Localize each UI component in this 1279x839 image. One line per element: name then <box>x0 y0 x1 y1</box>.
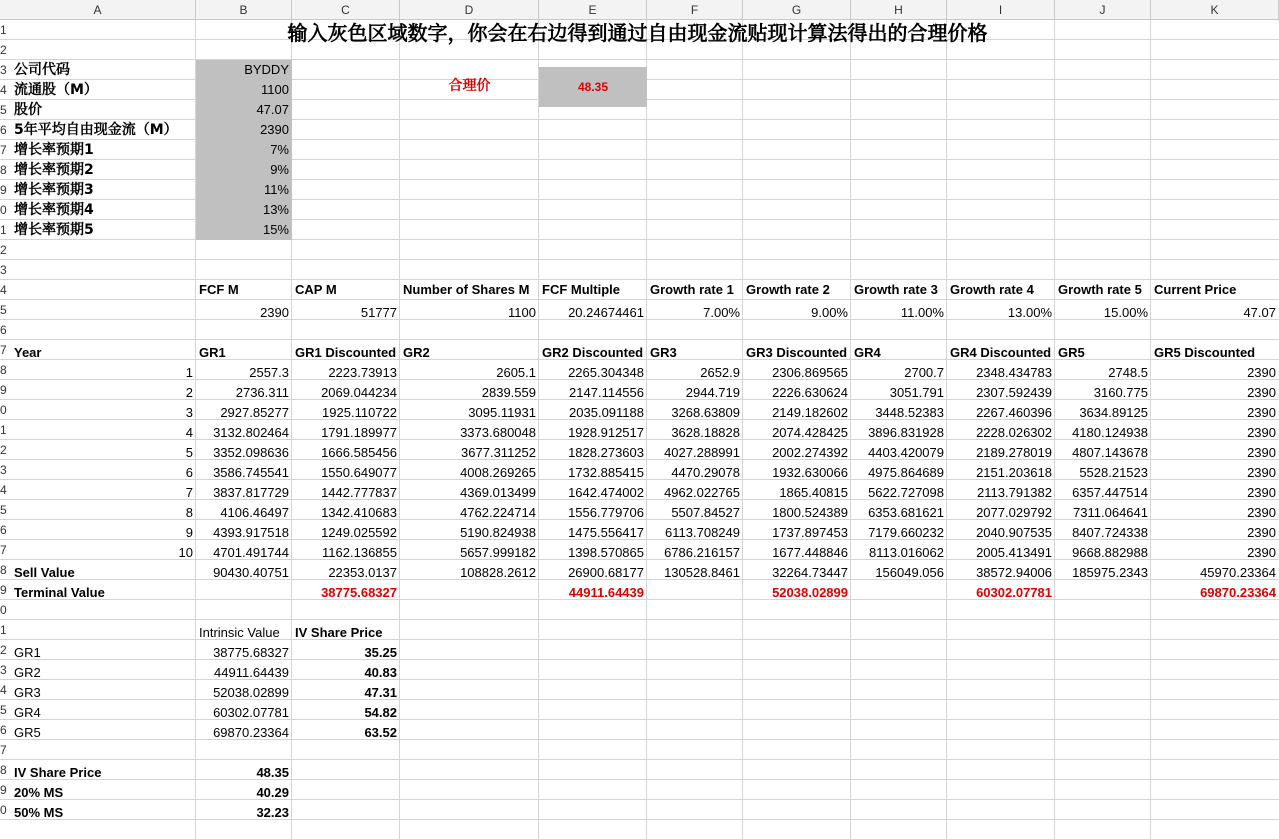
terminal-value-cell[interactable] <box>851 583 947 603</box>
table-cell[interactable]: 3 <box>185 405 193 420</box>
sell-value-cell[interactable]: 22353.0137 <box>328 565 397 580</box>
table-cell[interactable]: 2927.85277 <box>220 405 289 420</box>
table-cell[interactable]: 6357.447514 <box>1072 485 1148 500</box>
intrinsic-value-header: Intrinsic Value <box>199 625 280 640</box>
table-cell[interactable]: 2113.791382 <box>977 485 1052 500</box>
input-value-cell[interactable]: 9% <box>196 160 292 180</box>
summary-value[interactable]: 1100 <box>508 305 536 320</box>
row-header[interactable]: 0 <box>0 603 7 617</box>
table-cell[interactable]: 2348.434783 <box>976 365 1052 380</box>
sell-value-cell[interactable]: 45970.23364 <box>1200 565 1276 580</box>
row-header[interactable]: 9 <box>0 383 7 397</box>
table-cell[interactable]: 2306.869565 <box>772 365 848 380</box>
summary-header: Number of Shares M <box>403 282 530 297</box>
table-cell[interactable]: 3677.311252 <box>461 445 536 460</box>
row-header[interactable]: 4 <box>0 683 7 697</box>
row-header[interactable]: 5 <box>0 503 7 517</box>
table-cell[interactable]: 1925.110722 <box>322 405 397 420</box>
iv-share-price-header: IV Share Price <box>295 625 383 640</box>
summary-header: Growth rate 1 <box>650 282 734 297</box>
intrinsic-value-cell[interactable]: 60302.07781 <box>213 705 289 720</box>
table-cell[interactable]: 4807.143678 <box>1072 445 1148 460</box>
table-cell[interactable]: 1791.189977 <box>321 425 397 440</box>
table-cell[interactable]: 2652.9 <box>700 365 740 380</box>
row-header[interactable]: 9 <box>0 183 7 197</box>
sell-value-cell[interactable]: 38572.94006 <box>976 565 1052 580</box>
grid-hline <box>0 259 1279 260</box>
table-header: GR3 Discounted <box>746 345 848 360</box>
input-value-cell[interactable]: 11% <box>196 180 292 200</box>
row-header[interactable]: 1 <box>0 423 7 437</box>
row-header[interactable]: 5 <box>0 103 7 117</box>
row-header[interactable]: 0 <box>0 203 7 217</box>
row-header[interactable]: 8 <box>0 563 7 577</box>
table-cell[interactable]: 2390 <box>1247 445 1276 460</box>
table-cell[interactable]: 2748.5 <box>1108 365 1148 380</box>
table-cell[interactable]: 6 <box>185 465 193 480</box>
table-cell[interactable]: 2265.304348 <box>568 365 644 380</box>
page-title: 输入灰色区域数字，你会在右边得到通过自由现金流贴现计算法得出的合理价格 <box>287 21 988 45</box>
table-cell[interactable]: 2390 <box>1247 525 1276 540</box>
summary-value[interactable]: 9.00% <box>811 305 848 320</box>
input-value-cell[interactable]: 1100 <box>196 80 292 100</box>
table-header: GR4 <box>854 345 881 360</box>
terminal-value-cell[interactable] <box>196 583 292 603</box>
table-cell[interactable]: 2223.73913 <box>328 365 397 380</box>
table-cell[interactable]: 5507.84527 <box>671 505 740 520</box>
row-header[interactable]: 8 <box>0 163 7 177</box>
table-cell[interactable]: 3448.52383 <box>875 405 944 420</box>
row-header[interactable]: 3 <box>0 663 7 677</box>
table-cell[interactable]: 5190.824938 <box>460 525 536 540</box>
table-cell[interactable]: 3051.791 <box>889 385 944 400</box>
table-cell[interactable]: 2390 <box>1247 485 1276 500</box>
table-header: GR5 Discounted <box>1154 345 1256 360</box>
table-cell[interactable]: 1800.524389 <box>772 505 848 520</box>
table-cell[interactable]: 1398.570865 <box>568 545 644 560</box>
table-cell[interactable]: 2149.182602 <box>772 405 848 420</box>
column-header-c[interactable]: C <box>292 0 400 20</box>
intrinsic-row-label: GR5 <box>14 725 41 740</box>
row-header[interactable]: 4 <box>0 283 7 297</box>
table-cell[interactable]: 4470.29078 <box>671 465 740 480</box>
table-cell[interactable]: 2189.278019 <box>976 445 1052 460</box>
row-header[interactable]: 7 <box>0 743 7 757</box>
table-cell[interactable]: 1442.777837 <box>321 485 397 500</box>
final-label: IV Share Price <box>14 765 102 780</box>
sell-value-cell[interactable]: 156049.056 <box>875 565 944 580</box>
column-header-i[interactable]: I <box>947 0 1055 20</box>
column-header-h[interactable]: H <box>851 0 947 20</box>
summary-value[interactable]: 13.00% <box>1007 305 1052 320</box>
intrinsic-value-cell[interactable]: 44911.64439 <box>214 665 289 680</box>
table-cell[interactable]: 4369.013499 <box>460 485 536 500</box>
table-cell[interactable]: 1865.40815 <box>779 485 848 500</box>
terminal-value-cell[interactable]: 60302.07781 <box>976 585 1052 600</box>
table-cell[interactable]: 1475.556417 <box>568 525 644 540</box>
input-label: 股价 <box>14 102 42 118</box>
table-cell[interactable]: 3628.18828 <box>671 425 740 440</box>
table-cell[interactable]: 10 <box>178 545 193 560</box>
input-label: 流通股（M） <box>14 82 98 98</box>
input-value-cell[interactable]: 13% <box>196 200 292 220</box>
row-header[interactable]: 3 <box>0 63 7 77</box>
table-header: GR3 <box>650 345 677 360</box>
table-cell[interactable]: 4 <box>185 425 193 440</box>
row-header[interactable]: 4 <box>0 83 7 97</box>
table-cell[interactable]: 1732.885415 <box>568 465 644 480</box>
final-value[interactable]: 40.29 <box>256 785 289 800</box>
table-cell[interactable]: 2074.428425 <box>772 425 848 440</box>
terminal-value-cell[interactable] <box>400 583 539 603</box>
intrinsic-value-cell[interactable]: 69870.23364 <box>213 725 289 740</box>
table-cell[interactable]: 1666.585456 <box>321 445 397 460</box>
table-cell[interactable]: 6353.681621 <box>868 505 944 520</box>
intrinsic-row-label: GR3 <box>14 685 41 700</box>
intrinsic-value-cell[interactable]: 38775.68327 <box>213 645 289 660</box>
row-header[interactable]: 9 <box>0 583 7 597</box>
row-header[interactable]: 3 <box>0 263 7 277</box>
table-cell[interactable]: 1556.779706 <box>568 505 644 520</box>
iv-share-price-cell[interactable]: 54.82 <box>364 705 397 720</box>
column-header-k[interactable]: K <box>1151 0 1279 20</box>
table-cell[interactable]: 2736.311 <box>235 385 289 400</box>
table-cell[interactable]: 2390 <box>1247 465 1276 480</box>
table-cell[interactable]: 3634.89125 <box>1079 405 1148 420</box>
table-cell[interactable]: 3352.098636 <box>213 445 289 460</box>
table-cell[interactable]: 3837.817729 <box>213 485 289 500</box>
table-cell[interactable]: 1162.136855 <box>322 545 397 560</box>
terminal-value-cell[interactable] <box>647 583 743 603</box>
table-cell[interactable]: 1677.448846 <box>772 545 848 560</box>
row-header[interactable]: 3 <box>0 463 7 477</box>
table-cell[interactable]: 2147.114556 <box>569 385 644 400</box>
table-cell[interactable]: 3132.802464 <box>213 425 289 440</box>
grid-hline <box>0 339 1279 340</box>
row-header[interactable]: 6 <box>0 523 7 537</box>
input-label: 增长率预期2 <box>14 162 94 178</box>
row-header[interactable]: 6 <box>0 323 7 337</box>
table-cell[interactable]: 2944.719 <box>685 385 740 400</box>
column-header-b[interactable]: B <box>196 0 292 20</box>
table-cell[interactable]: 4008.269265 <box>460 465 536 480</box>
summary-value[interactable]: 11.00% <box>900 305 944 320</box>
final-label: 50% MS <box>14 805 64 820</box>
row-header[interactable]: 6 <box>0 723 7 737</box>
table-cell[interactable]: 2267.460396 <box>976 405 1052 420</box>
table-cell[interactable]: 1928.912517 <box>568 425 644 440</box>
table-cell[interactable]: 2035.091188 <box>569 405 644 420</box>
summary-header: Growth rate 5 <box>1058 282 1142 297</box>
table-cell[interactable]: 2226.630624 <box>772 385 848 400</box>
table-cell[interactable]: 5528.21523 <box>1079 465 1148 480</box>
summary-value[interactable]: 2390 <box>260 305 289 320</box>
table-cell[interactable]: 3373.680048 <box>460 425 536 440</box>
grid-hline <box>0 759 1279 760</box>
table-cell[interactable]: 4762.224714 <box>460 505 536 520</box>
row-header[interactable]: 1 <box>0 23 7 37</box>
table-cell[interactable]: 2390 <box>1247 385 1276 400</box>
table-cell[interactable]: 4701.491744 <box>213 545 289 560</box>
row-header[interactable]: 6 <box>0 123 7 137</box>
summary-header: Growth rate 4 <box>950 282 1034 297</box>
table-header: GR2 <box>403 345 430 360</box>
table-header: GR2 Discounted <box>542 345 644 360</box>
table-cell[interactable]: 1642.474002 <box>568 485 644 500</box>
input-value-cell[interactable]: 7% <box>196 140 292 160</box>
summary-value[interactable]: 15.00% <box>1103 305 1148 320</box>
table-cell[interactable]: 2839.559 <box>481 385 536 400</box>
table-cell[interactable]: 4962.022765 <box>664 485 740 500</box>
fair-price-value[interactable]: 48.35 <box>539 67 647 107</box>
summary-header: Current Price <box>1154 282 1237 297</box>
table-header: GR5 <box>1058 345 1085 360</box>
summary-value[interactable]: 47.07 <box>1243 305 1276 320</box>
terminal-value-cell[interactable]: 69870.23364 <box>1200 585 1276 600</box>
grid-hline <box>0 619 1279 620</box>
table-cell[interactable]: 6786.216157 <box>664 545 740 560</box>
input-label: 增长率预期3 <box>14 182 94 198</box>
table-cell[interactable]: 2390 <box>1247 545 1276 560</box>
table-cell[interactable]: 9 <box>185 525 193 540</box>
table-cell[interactable]: 2005.413491 <box>976 545 1052 560</box>
final-value[interactable]: 48.35 <box>256 765 289 780</box>
column-header-j[interactable]: J <box>1055 0 1151 20</box>
input-label: 增长率预期1 <box>14 142 94 158</box>
table-cell[interactable]: 2069.044234 <box>321 385 397 400</box>
row-header[interactable]: 0 <box>0 403 7 417</box>
column-header-f[interactable]: F <box>647 0 743 20</box>
column-header-g[interactable]: G <box>743 0 851 20</box>
summary-header: FCF Multiple <box>542 282 620 297</box>
summary-header: Growth rate 3 <box>854 282 938 297</box>
table-cell[interactable]: 7179.660232 <box>868 525 944 540</box>
column-header-e[interactable]: E <box>539 0 647 20</box>
row-header[interactable]: 1 <box>0 623 7 637</box>
table-cell[interactable]: 1828.273603 <box>568 445 644 460</box>
table-cell[interactable]: 4393.917518 <box>213 525 289 540</box>
table-header: GR1 Discounted <box>295 345 397 360</box>
table-header: GR4 Discounted <box>950 345 1052 360</box>
summary-header: CAP M <box>295 282 337 297</box>
table-cell[interactable]: 1342.410683 <box>321 505 397 520</box>
table-cell[interactable]: 2228.026302 <box>976 425 1052 440</box>
table-cell[interactable]: 2002.274392 <box>772 445 848 460</box>
table-cell[interactable]: 3268.63809 <box>671 405 740 420</box>
table-cell[interactable]: 2390 <box>1247 365 1276 380</box>
row-header[interactable]: 5 <box>0 303 7 317</box>
terminal-value-label: Terminal Value <box>14 585 105 600</box>
table-cell[interactable]: 2307.592439 <box>976 385 1052 400</box>
table-cell[interactable]: 2040.907535 <box>976 525 1052 540</box>
table-cell[interactable]: 2605.1 <box>496 365 536 380</box>
table-cell[interactable]: 4975.864689 <box>868 465 944 480</box>
row-header[interactable]: 7 <box>0 143 7 157</box>
terminal-value-cell[interactable] <box>1055 583 1151 603</box>
iv-share-price-cell[interactable]: 40.83 <box>364 665 397 680</box>
input-value-cell[interactable]: BYDDY <box>196 60 292 80</box>
table-cell[interactable]: 1932.630066 <box>772 465 848 480</box>
table-cell[interactable]: 5657.999182 <box>460 545 536 560</box>
row-header[interactable]: 2 <box>0 243 7 257</box>
intrinsic-row-label: GR1 <box>14 645 41 660</box>
intrinsic-row-label: GR4 <box>14 705 41 720</box>
final-value[interactable]: 32.23 <box>256 805 289 820</box>
input-label: 增长率预期5 <box>14 222 94 238</box>
row-header[interactable]: 5 <box>0 703 7 717</box>
table-cell[interactable]: 2390 <box>1247 505 1276 520</box>
row-header[interactable]: 2 <box>0 643 7 657</box>
terminal-value-cell[interactable]: 44911.64439 <box>568 585 644 600</box>
sell-value-cell[interactable]: 32264.73447 <box>772 565 848 580</box>
table-cell[interactable]: 4180.124938 <box>1072 425 1148 440</box>
sell-value-cell[interactable]: 130528.8461 <box>664 565 740 580</box>
row-header[interactable]: 8 <box>0 763 7 777</box>
input-label: 增长率预期4 <box>14 202 94 218</box>
column-header-a[interactable]: A <box>0 0 196 20</box>
column-header-d[interactable]: D <box>400 0 539 20</box>
input-value-cell[interactable]: 47.07 <box>196 100 292 120</box>
summary-value[interactable]: 7.00% <box>703 305 740 320</box>
fair-price-label: 合理价 <box>448 78 491 94</box>
table-cell[interactable]: 2557.3 <box>249 365 289 380</box>
table-cell[interactable]: 6113.708249 <box>665 525 740 540</box>
table-cell[interactable]: 4106.46497 <box>220 505 289 520</box>
row-header[interactable]: 4 <box>0 483 7 497</box>
iv-share-price-cell[interactable]: 63.52 <box>364 725 397 740</box>
sell-value-cell[interactable]: 185975.2343 <box>1072 565 1148 580</box>
table-header: Year <box>14 345 42 360</box>
table-cell[interactable]: 1 <box>185 365 193 380</box>
table-cell[interactable]: 8407.724338 <box>1072 525 1148 540</box>
table-cell[interactable]: 2 <box>185 385 193 400</box>
input-value-cell[interactable]: 2390 <box>196 120 292 140</box>
table-cell[interactable]: 1550.649077 <box>321 465 397 480</box>
summary-value[interactable]: 51777 <box>360 305 397 320</box>
sell-value-cell[interactable]: 90430.40751 <box>213 565 289 580</box>
iv-share-price-cell[interactable]: 35.25 <box>364 645 397 660</box>
table-cell[interactable]: 8 <box>185 505 193 520</box>
row-header[interactable]: 7 <box>0 343 7 357</box>
iv-share-price-cell[interactable]: 47.31 <box>364 685 397 700</box>
row-header[interactable]: 7 <box>0 543 7 557</box>
final-label: 20% MS <box>14 785 64 800</box>
table-cell[interactable]: 2077.029792 <box>976 505 1052 520</box>
grid-hline <box>0 639 1279 640</box>
intrinsic-row-label: GR2 <box>14 665 41 680</box>
summary-value[interactable]: 20.24674461 <box>568 305 644 320</box>
row-header[interactable]: 2 <box>0 43 7 57</box>
table-cell[interactable]: 3586.745541 <box>213 465 289 480</box>
table-cell[interactable]: 1249.025592 <box>321 525 397 540</box>
table-cell[interactable]: 4027.288991 <box>664 445 740 460</box>
sell-value-cell[interactable]: 108828.2612 <box>460 565 536 580</box>
table-cell[interactable]: 3160.775 <box>1093 385 1148 400</box>
table-cell[interactable]: 2390 <box>1247 405 1276 420</box>
table-cell[interactable]: 1737.897453 <box>772 525 848 540</box>
table-cell[interactable]: 8113.016062 <box>869 545 944 560</box>
table-cell[interactable]: 7 <box>185 485 193 500</box>
summary-header: Growth rate 2 <box>746 282 830 297</box>
table-cell[interactable]: 7311.064641 <box>1073 505 1148 520</box>
table-cell[interactable]: 9668.882988 <box>1072 545 1148 560</box>
terminal-value-cell[interactable]: 52038.02899 <box>772 585 848 600</box>
sell-value-label: Sell Value <box>14 565 75 580</box>
row-header[interactable]: 1 <box>0 223 7 237</box>
input-label: 公司代码 <box>14 62 70 78</box>
row-header[interactable]: 0 <box>0 803 7 817</box>
table-cell[interactable]: 3095.11931 <box>468 405 536 420</box>
input-label: 5年平均自由现金流（M） <box>14 122 178 138</box>
row-header[interactable]: 8 <box>0 363 7 377</box>
intrinsic-value-cell[interactable]: 52038.02899 <box>213 685 289 700</box>
table-cell[interactable]: 4403.420079 <box>868 445 944 460</box>
table-cell[interactable]: 2700.7 <box>904 365 944 380</box>
table-cell[interactable]: 5622.727098 <box>868 485 944 500</box>
table-cell[interactable]: 2390 <box>1247 425 1276 440</box>
table-header: GR1 <box>199 345 226 360</box>
terminal-value-cell[interactable]: 38775.68327 <box>321 585 397 600</box>
table-cell[interactable]: 2151.203618 <box>976 465 1052 480</box>
row-header[interactable]: 9 <box>0 783 7 797</box>
summary-header: FCF M <box>199 282 239 297</box>
sell-value-cell[interactable]: 26900.68177 <box>568 565 644 580</box>
table-cell[interactable]: 3896.831928 <box>868 425 944 440</box>
row-header[interactable]: 2 <box>0 443 7 457</box>
table-cell[interactable]: 5 <box>185 445 193 460</box>
input-value-cell[interactable]: 15% <box>196 220 292 240</box>
